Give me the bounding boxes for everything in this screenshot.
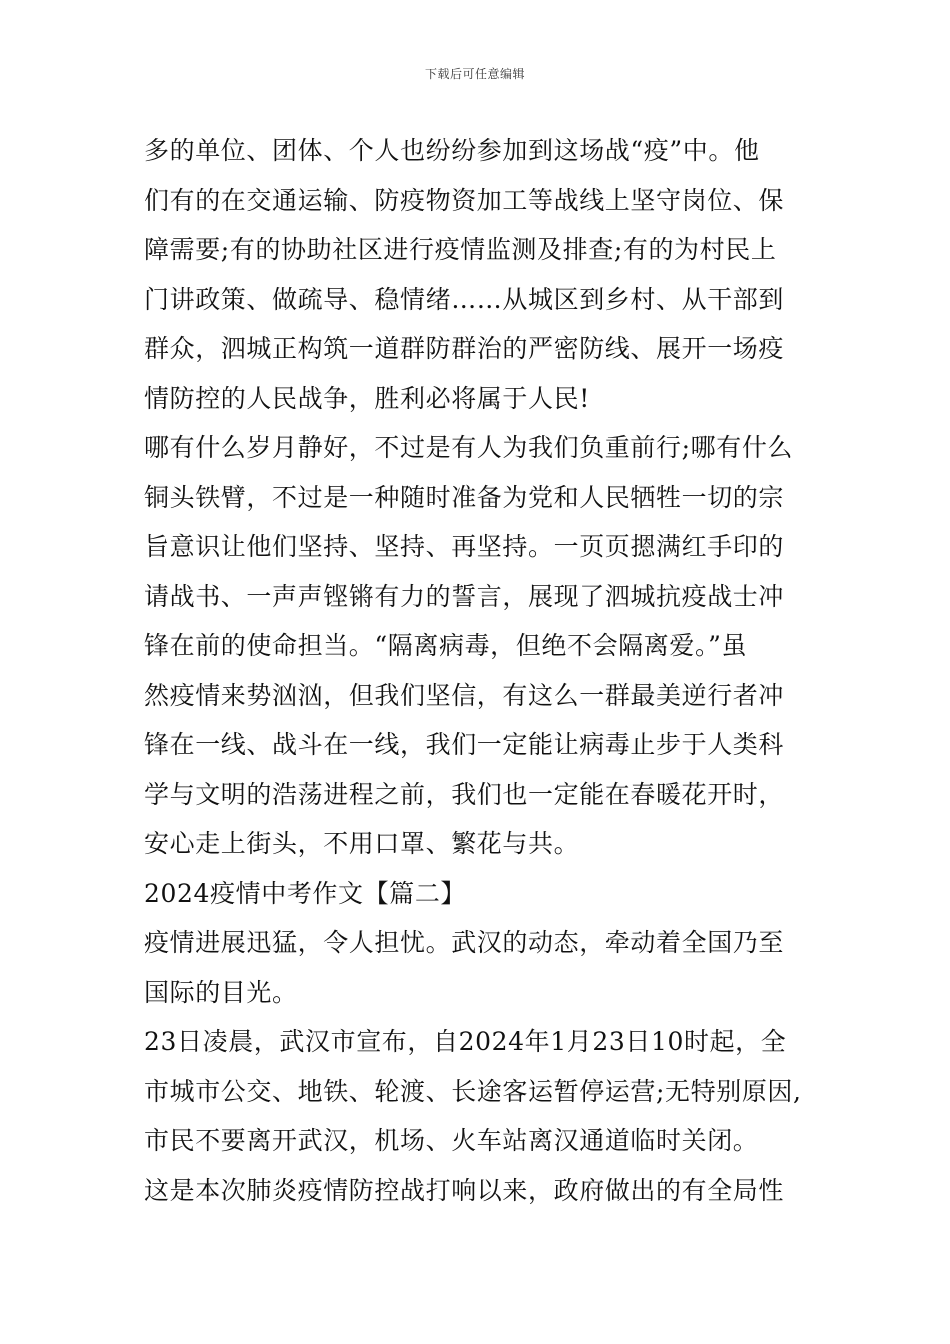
text-line: 然疫情来势汹汹，但我们坚信，有这么一群最美逆行者冲 (144, 680, 785, 710)
page-header-note: 下载后可任意编辑 (424, 67, 525, 81)
text-line: 们有的在交通运输、防疫物资加工等战线上坚守岗位、保 (144, 185, 785, 215)
text-line: 哪有什么岁月静好，不过是有人为我们负重前行;哪有什么 (144, 433, 794, 462)
text-line: 锋在前的使命担当。“隔离病毒，但绝不会隔离爱。”虽 (144, 631, 748, 660)
text-line: 市民不要离开武汉，机场、火车站离汉通道临时关闭。 (144, 1126, 759, 1155)
section-heading: 2024疫情中考作文【篇二】 (144, 878, 467, 908)
text-line: 多的单位、团体、个人也纷纷参加到这场战“疫”中。他 (144, 136, 760, 165)
text-line: 疫情进展迅猛，令人担忧。武汉的动态，牵动着全国乃至 (144, 928, 785, 957)
text-line: 请战书、一声声铿锵有力的誓言，展现了泗城抗疫战士冲 (144, 581, 785, 611)
text-line: 铜头铁臂，不过是一种随时准备为党和人民牺牲一切的宗 (144, 482, 785, 512)
text-line: 情防控的人民战争，胜利必将属于人民! (144, 383, 590, 413)
text-line: 旨意识让他们坚持、坚持、再坚持。一页页摁满红手印的 (144, 532, 785, 561)
text-line: 这是本次肺炎疫情防控战打响以来，政府做出的有全局性 (144, 1175, 785, 1205)
text-line: 国际的目光。 (144, 977, 298, 1007)
text-line: 学与文明的浩荡进程之前，我们也一定能在春暖花开时， (144, 779, 785, 809)
text-line: 群众，泗城正构筑一道群防群治的严密防线、展开一场疫 (144, 334, 785, 363)
text-line: 障需要;有的协助社区进行疫情监测及排查;有的为村民上 (144, 235, 777, 264)
text-line: 安心走上街头，不用口罩、繁花与共。 (144, 829, 580, 858)
text-line: 市城市公交、地铁、轮渡、长途客运暂停运营;无特别原因, (144, 1076, 802, 1106)
text-line: 锋在一线、战斗在一线，我们一定能让病毒止步于人类科 (144, 730, 785, 759)
document-body (144, 126, 814, 1215)
text-line: 23日凌晨，武汉市宣布，自2024年1月23日10时起，全 (144, 1027, 787, 1056)
text-line: 门讲政策、做疏导、稳情绪……从城区到乡村、从干部到 (144, 284, 785, 314)
